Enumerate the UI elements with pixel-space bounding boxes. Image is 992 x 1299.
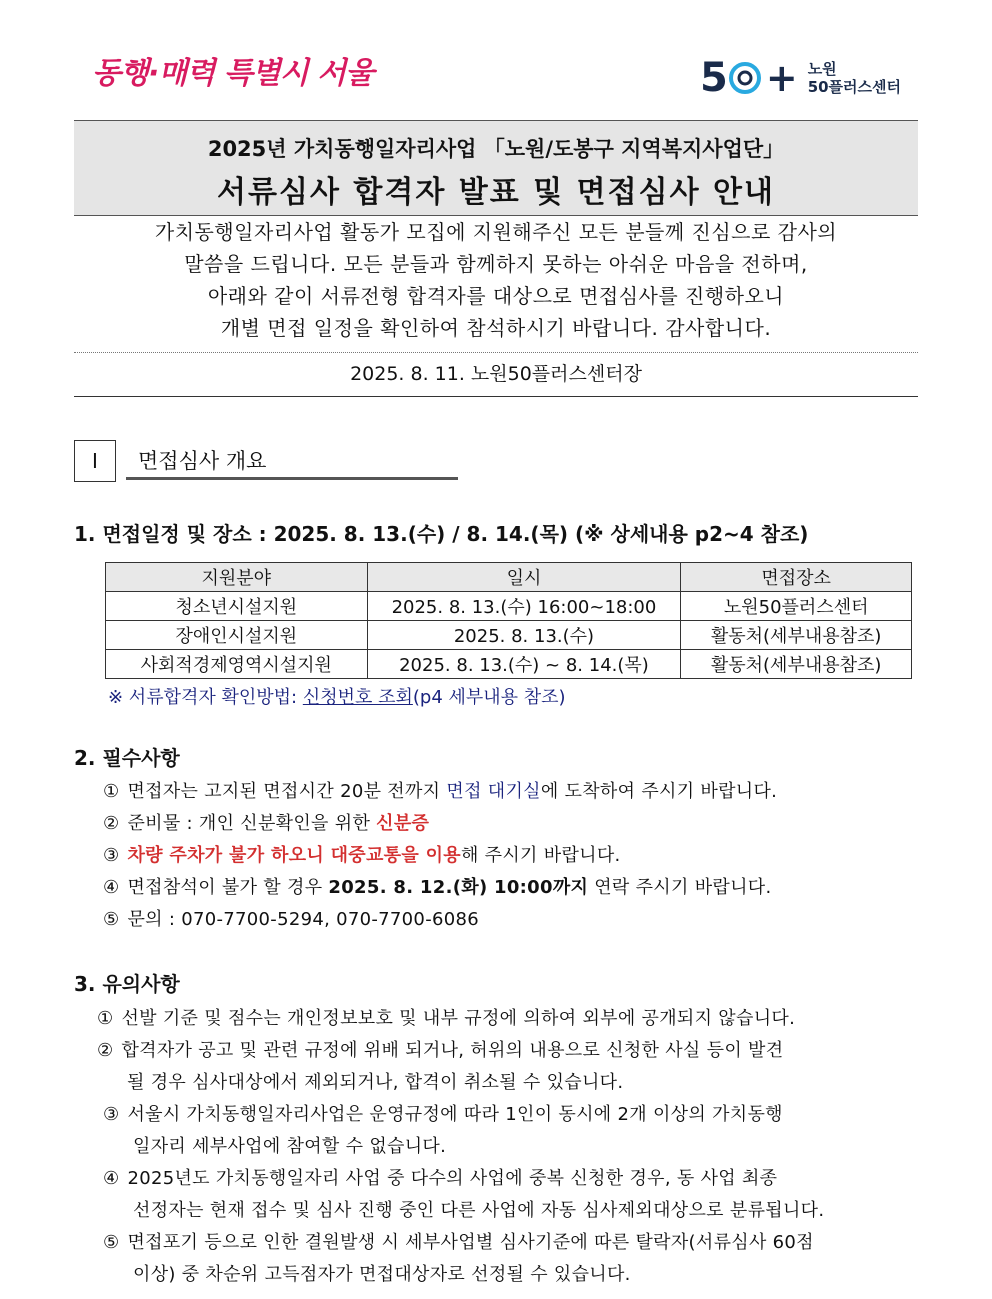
title-line1: 2025년 가치동행일자리사업 「노원/도봉구 지역복지사업단」	[207, 137, 785, 161]
required-item: ② 준비물 : 개인 신분확인을 위한 신분증	[103, 813, 430, 834]
note-prefix: ※ 서류합격자 확인방법:	[108, 687, 303, 708]
table-cell: 장애인시설지원	[106, 621, 368, 650]
required-item: ① 면접자는 고지된 면접시간 20분 전까지 면접 대기실에 도착하여 주시기 바랍니다.	[103, 781, 778, 802]
note-suffix: (p4 세부내용 참조)	[412, 687, 566, 708]
table-cell: 2025. 8. 13.(수)	[367, 621, 681, 650]
table-cell: 사회적경제영역시설지원	[106, 650, 368, 679]
table-cell: 2025. 8. 13.(수) ~ 8. 14.(목)	[367, 650, 681, 679]
table-cell: 활동처(세부내용참조)	[681, 650, 912, 679]
column-header: 면접장소	[681, 563, 912, 592]
seoul-slogan-logo: 동행·매력 특별시 서울	[92, 56, 374, 91]
column-header: 일시	[367, 563, 681, 592]
intro-line: 개별 면접 일정을 확인하여 참석하시기 바랍니다. 감사합니다.	[220, 316, 772, 340]
logo-text: 노원 50플러스센터	[807, 60, 902, 96]
table-cell: 노원50플러스센터	[681, 592, 912, 621]
intro-line: 아래와 같이 서류전형 합격자를 대상으로 면접심사를 진행하오니	[207, 284, 785, 308]
required-item: ⑤ 문의 : 070-7700-5294, 070-7700-6086	[103, 909, 479, 930]
table-header-row	[106, 563, 912, 592]
heading-cautions: 3. 유의사항	[74, 972, 180, 996]
required-item: ③ 차량 주차가 불가 하오니 대중교통을 이용해 주시기 바랍니다.	[103, 845, 621, 866]
caution-item-continued: 될 경우 심사대상에서 제외되거나, 합격이 취소될 수 있습니다.	[127, 1072, 624, 1093]
schedule-table	[105, 562, 912, 679]
title-box	[74, 120, 918, 216]
verification-note	[108, 683, 566, 709]
heading-required: 2. 필수사항	[74, 746, 180, 770]
required-item: ④ 면접참석이 불가 할 경우 2025. 8. 12.(화) 10:00까지 연락 주시기 바랍니다.	[103, 877, 772, 898]
divider	[74, 396, 918, 397]
table-row	[106, 621, 912, 650]
caution-item: ① 선발 기준 및 점수는 개인정보보호 및 내부 규정에 의하여 외부에 공개되지 않습니다.	[97, 1008, 796, 1029]
nowon-50plus-logo	[700, 55, 901, 101]
caution-item: ⑤ 면접포기 등으로 인한 결원발생 시 세부사업별 심사기준에 따른 탈락자(서류심사 60점	[103, 1232, 814, 1253]
heading-schedule: 1. 면접일정 및 장소 : 2025. 8. 13.(수) / 8. 14.(목) (※ 상세내용 p2~4 참조)	[74, 522, 809, 546]
intro-line: 가치동행일자리사업 활동가 모집에 지원해주신 모든 분들께 진심으로 감사의	[154, 220, 838, 244]
table-row	[106, 650, 912, 679]
logo-ring-icon	[728, 61, 762, 95]
caution-item: ③ 서울시 가치동행일자리사업은 운영규정에 따라 1인이 동시에 2개 이상의 가치동행	[103, 1104, 783, 1125]
table-cell: 청소년시설지원	[106, 592, 368, 621]
table-row	[106, 592, 912, 621]
caution-item: ④ 2025년도 가치동행일자리 사업 중 다수의 사업에 중복 신청한 경우, 동 사업 최종	[103, 1168, 778, 1189]
signature: 2025. 8. 11. 노원50플러스센터장	[350, 363, 642, 385]
application-number-lookup-link[interactable]: 신청번호 조회	[302, 687, 413, 708]
intro-text	[74, 216, 918, 344]
caution-item: ② 합격자가 공고 및 관련 규정에 위배 되거나, 허위의 내용으로 신청한 사실 등이 발견	[97, 1040, 784, 1061]
section-number: Ⅰ	[74, 440, 116, 482]
intro-line: 말씀을 드립니다. 모든 분들과 함께하지 못하는 아쉬운 마음을 전하며,	[184, 252, 808, 276]
caution-item-continued: 선정자는 현재 접수 및 심사 진행 중인 다른 사업에 자동 심사제외대상으로 분류됩니다.	[133, 1200, 825, 1221]
logo-number: 5	[700, 55, 762, 101]
column-header: 지원분야	[106, 563, 368, 592]
logo-plus: +	[765, 56, 798, 100]
title-line2: 서류심사 합격자 발표 및 면접심사 안내	[217, 175, 775, 210]
table-cell: 2025. 8. 13.(수) 16:00~18:00	[367, 592, 681, 621]
caution-item-continued: 이상) 중 차순위 고득점자가 면접대상자로 선정될 수 있습니다.	[133, 1264, 631, 1285]
divider	[74, 352, 918, 353]
caution-item-continued: 일자리 세부사업에 참여할 수 없습니다.	[133, 1136, 447, 1157]
section-title: 면접심사 개요	[126, 440, 458, 480]
table-cell: 활동처(세부내용참조)	[681, 621, 912, 650]
